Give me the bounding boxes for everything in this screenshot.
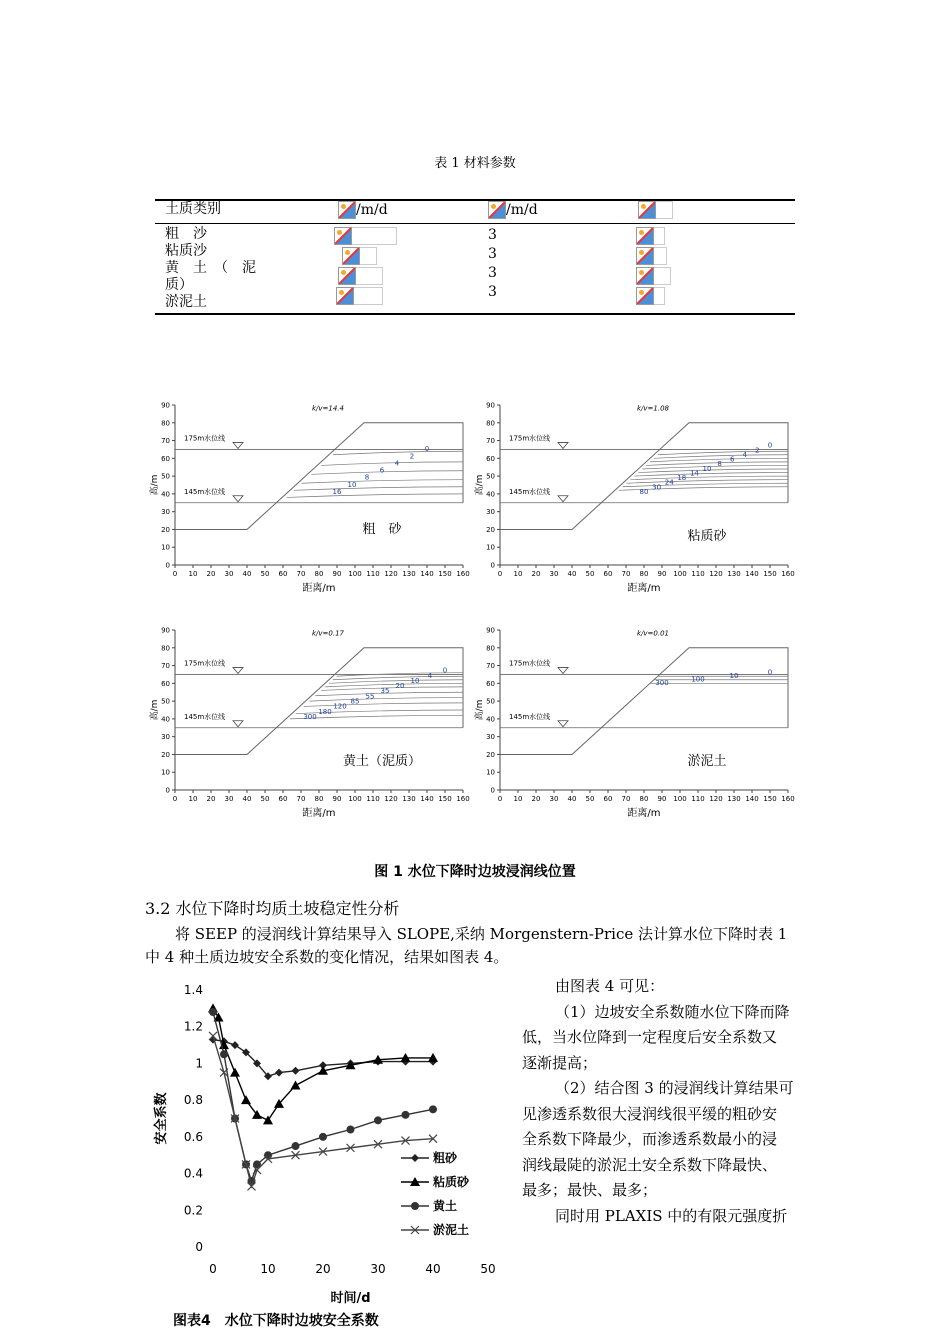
x-tick-label: 160	[456, 570, 470, 578]
contour-label: 16	[332, 487, 342, 496]
figure1-seepage-panels	[140, 390, 820, 830]
x-tick-label: 150	[438, 570, 452, 578]
x-tick-label: 120	[709, 795, 723, 803]
x-tick-label: 40	[567, 570, 577, 578]
water-level-label: 175m水位线	[509, 659, 551, 668]
table-col-1	[328, 224, 478, 315]
contour-label: 0	[424, 445, 430, 454]
x-tick-label: 70	[296, 570, 306, 578]
y-tick-label: 40	[486, 715, 495, 724]
text-line: 逐渐提高；	[522, 1053, 598, 1072]
data-point	[231, 1041, 239, 1049]
text-line: 最多；最快、最多；	[522, 1181, 658, 1199]
seepage-panel	[473, 627, 795, 820]
x-tick-label: 40	[242, 795, 252, 803]
contour-label: 24	[664, 478, 674, 487]
y-tick-label: 80	[486, 419, 495, 428]
image-placeholder-icon	[636, 267, 654, 285]
x-tick-label: 160	[781, 795, 795, 803]
seepage-contour	[287, 494, 463, 498]
seepage-contour	[333, 676, 463, 680]
y-tick-label: 20	[486, 525, 495, 534]
y-tick-label: 50	[161, 697, 170, 706]
kv-ratio-label: k/v=14.4	[311, 404, 345, 413]
x-tick-label: 0	[172, 570, 178, 578]
x-tick-label: 0	[497, 570, 503, 578]
table-header-param1: /m/d	[328, 200, 478, 224]
table-caption: 表 1 材料参数	[434, 156, 516, 171]
x-tick-label: 70	[621, 570, 631, 578]
kv-ratio-label: k/v=0.01	[636, 629, 670, 638]
x-tick-label: 60	[278, 795, 288, 803]
paragraph-line: 中 4 种土质边坡安全系数的变化情况，结果如图表 4。	[145, 948, 509, 966]
legend-label: 淤泥土	[433, 1223, 470, 1237]
x-tick-label: 140	[420, 570, 434, 578]
y-tick-label: 0	[195, 1240, 203, 1254]
table-header-param3	[628, 200, 795, 224]
water-level-label: 175m水位线	[184, 659, 226, 668]
y-tick-label: 60	[486, 679, 495, 688]
y-tick-label: 90	[486, 401, 495, 410]
data-point	[319, 1133, 327, 1141]
contour-label: 0	[442, 666, 448, 675]
x-tick-label: 50	[260, 795, 270, 803]
x-tick-label: 140	[745, 795, 759, 803]
text-line: 由图表 4 可见：	[555, 977, 665, 995]
x-tick-label: 90	[657, 795, 667, 803]
row-name: 粘质沙	[165, 243, 207, 259]
seepage-contour	[304, 703, 463, 707]
x-axis-label: 距离/m	[302, 808, 336, 819]
x-tick-label: 130	[727, 570, 741, 578]
x-tick-label: 100	[673, 795, 687, 803]
chart-caption: 图表4 水位下降时边坡安全系数	[173, 1313, 379, 1329]
y-tick-label: 0.4	[183, 1166, 203, 1181]
seepage-contour	[623, 483, 788, 487]
cell-value: 3	[488, 265, 497, 281]
contour-label: 0	[767, 441, 773, 450]
legend-label: 粘质砂	[433, 1175, 470, 1189]
data-point	[241, 1095, 251, 1104]
contour-label: 100	[691, 675, 705, 684]
data-point	[275, 1069, 283, 1077]
x-axis-label: 距离/m	[627, 583, 661, 594]
data-point	[209, 1008, 217, 1016]
x-tick-label: 10	[513, 570, 523, 578]
seepage-contour	[325, 683, 463, 687]
image-placeholder-icon	[636, 227, 654, 245]
seepage-contour	[302, 480, 463, 484]
y-tick-label: 60	[161, 679, 170, 688]
x-tick-label: 140	[420, 795, 434, 803]
contour-label: 80	[639, 487, 649, 496]
water-level-icon	[558, 667, 568, 673]
x-tick-label: 40	[425, 1262, 441, 1276]
row-name: 淤泥土	[165, 294, 207, 310]
seepage-panel	[148, 402, 470, 595]
seepage-contour	[654, 455, 788, 459]
y-tick-label: 30	[161, 733, 170, 742]
x-tick-label: 100	[673, 570, 687, 578]
x-tick-label: 80	[314, 570, 324, 578]
x-tick-label: 130	[402, 570, 416, 578]
y-axis-label: 高/m	[150, 474, 160, 496]
x-tick-label: 50	[480, 1262, 496, 1276]
x-tick-label: 110	[366, 570, 380, 578]
x-tick-label: 30	[224, 570, 234, 578]
x-tick-label: 60	[603, 795, 613, 803]
paragraph-line: 将 SEEP 的浸润线计算结果导入 SLOPE,采纳 Morgenstern-Price 法计算水位下降时表 1	[175, 925, 788, 943]
legend-label: 粗砂	[433, 1151, 458, 1165]
image-placeholder-icon	[636, 287, 654, 305]
y-tick-label: 10	[486, 543, 495, 552]
x-tick-label: 30	[549, 795, 559, 803]
y-tick-label: 70	[486, 662, 495, 671]
contour-label: 35	[380, 687, 390, 696]
contour-label: 6	[729, 455, 735, 464]
contour-label: 300	[655, 679, 669, 688]
x-tick-label: 10	[260, 1262, 276, 1276]
text-line: （2）结合图 3 的浸润线计算结果可	[555, 1079, 794, 1097]
image-placeholder-icon	[342, 247, 360, 265]
seepage-contour	[321, 687, 463, 691]
x-tick-label: 150	[763, 570, 777, 578]
y-tick-label: 0.6	[183, 1129, 203, 1144]
data-point	[220, 1050, 228, 1058]
series-x	[209, 1032, 469, 1237]
data-point	[347, 1126, 355, 1134]
x-tick-label: 120	[709, 570, 723, 578]
soil-type-label: 淤泥土	[687, 754, 727, 770]
y-tick-label: 70	[486, 437, 495, 446]
x-tick-label: 80	[639, 570, 649, 578]
y-tick-label: 90	[161, 626, 170, 635]
water-level-icon	[233, 442, 243, 448]
y-tick-label: 20	[161, 750, 170, 759]
contour-label: 2	[409, 452, 415, 461]
y-tick-label: 30	[161, 508, 170, 517]
row-name: 黄 土 （ 泥	[165, 260, 256, 276]
data-point	[411, 1154, 419, 1162]
x-tick-label: 0	[497, 795, 503, 803]
water-level-icon	[233, 721, 243, 727]
data-point	[429, 1105, 437, 1113]
data-point	[402, 1111, 410, 1119]
x-tick-label: 110	[691, 570, 705, 578]
x-tick-label: 50	[585, 570, 595, 578]
x-tick-label: 150	[763, 795, 777, 803]
contour-label: 55	[365, 692, 375, 701]
x-tick-label: 110	[366, 795, 380, 803]
data-point	[374, 1116, 382, 1124]
water-level-label: 175m水位线	[509, 434, 551, 443]
x-tick-label: 100	[348, 570, 362, 578]
cell-value: 3	[488, 284, 497, 300]
contour-label: 8	[717, 460, 722, 469]
x-tick-label: 10	[188, 570, 198, 578]
image-placeholder-icon	[338, 201, 356, 219]
cell-value: 3	[488, 246, 497, 262]
y-axis-label: 高/m	[475, 474, 485, 496]
material-table	[155, 199, 795, 315]
y-tick-label: 60	[486, 454, 495, 463]
seepage-contour	[634, 473, 788, 477]
y-tick-label: 70	[161, 662, 170, 671]
x-tick-label: 80	[639, 795, 649, 803]
data-point	[292, 1067, 300, 1075]
seepage-contour	[627, 480, 788, 484]
table-col-3	[628, 224, 795, 315]
row-name: 粗 沙	[165, 226, 207, 242]
legend-label: 黄土	[433, 1199, 458, 1213]
table-col-2	[478, 224, 628, 315]
y-tick-label: 10	[486, 768, 495, 777]
x-tick-label: 60	[603, 570, 613, 578]
image-placeholder-icon	[638, 201, 656, 219]
y-tick-label: 1.2	[183, 1019, 203, 1034]
x-tick-label: 50	[585, 795, 595, 803]
y-tick-label: 90	[486, 626, 495, 635]
y-tick-label: 0	[165, 786, 170, 795]
y-tick-label: 90	[161, 401, 170, 410]
water-level-icon	[558, 442, 568, 448]
data-point	[292, 1142, 300, 1150]
x-tick-label: 90	[332, 795, 342, 803]
data-point	[291, 1080, 301, 1089]
seepage-contour	[658, 451, 788, 455]
contour-label: 10	[347, 480, 357, 489]
cell-value: 3	[488, 227, 497, 243]
contour-label: 0	[767, 668, 773, 677]
kv-ratio-label: k/v=0.17	[311, 629, 345, 638]
seepage-contour	[638, 469, 788, 473]
soil-type-label: 黄土（泥质）	[342, 754, 422, 770]
data-point	[230, 1068, 240, 1077]
y-tick-label: 0	[165, 561, 170, 570]
water-level-label: 145m水位线	[509, 487, 551, 496]
seepage-contour	[333, 451, 463, 455]
figure1-caption: 图 1 水位下降时边坡浸润线位置	[374, 864, 576, 880]
contour-label: 6	[379, 466, 385, 475]
y-tick-label: 50	[486, 697, 495, 706]
seepage-panel	[473, 402, 795, 595]
x-tick-label: 90	[657, 570, 667, 578]
image-placeholder-icon	[338, 267, 356, 285]
x-tick-label: 30	[549, 570, 559, 578]
x-tick-label: 20	[531, 570, 541, 578]
x-tick-label: 130	[402, 795, 416, 803]
x-axis-label: 距离/m	[302, 583, 336, 594]
x-tick-label: 150	[438, 795, 452, 803]
table-header-soil: 土质类别	[155, 200, 328, 224]
x-tick-label: 130	[727, 795, 741, 803]
y-tick-label: 50	[161, 472, 170, 481]
x-tick-label: 40	[242, 570, 252, 578]
contour-label: 10	[410, 676, 420, 685]
y-axis-label: 安全系数	[154, 1092, 169, 1145]
text-line: 见渗透系数很大浸润线很平缓的粗砂安	[522, 1104, 778, 1123]
y-tick-label: 20	[486, 750, 495, 759]
soil-type-label: 粗 砂	[362, 522, 402, 537]
data-point	[263, 1115, 273, 1124]
table-header-param2: /m/d	[478, 200, 628, 224]
text-line: （1）边坡安全系数随水位下降而降	[555, 1002, 790, 1021]
contour-label: 14	[689, 469, 699, 478]
water-level-icon	[558, 496, 568, 502]
contour-label: 10	[702, 464, 712, 473]
contour-label: 10	[729, 672, 739, 680]
y-tick-label: 10	[161, 768, 170, 777]
image-placeholder-icon	[336, 287, 354, 305]
y-tick-label: 10	[161, 543, 170, 552]
contour-label: 300	[303, 712, 317, 721]
safety-factor-chart	[145, 975, 515, 1335]
water-level-icon	[233, 496, 243, 502]
x-tick-label: 20	[206, 795, 216, 803]
contour-label: 85	[350, 697, 360, 706]
x-tick-label: 0	[172, 795, 178, 803]
x-tick-label: 160	[456, 795, 470, 803]
x-tick-label: 100	[348, 795, 362, 803]
contour-label: 8	[364, 473, 370, 482]
y-tick-label: 80	[486, 644, 495, 653]
seepage-contour	[294, 487, 463, 491]
x-tick-label: 50	[260, 570, 270, 578]
x-tick-label: 110	[691, 795, 705, 803]
y-tick-label: 0.2	[183, 1203, 203, 1218]
y-tick-label: 1.4	[183, 983, 203, 997]
y-tick-label: 0.8	[183, 1093, 203, 1108]
x-axis-label: 时间/d	[330, 1291, 371, 1306]
contour-label: 18	[677, 474, 687, 483]
x-tick-label: 30	[224, 795, 234, 803]
water-level-label: 145m水位线	[184, 487, 226, 496]
water-level-label: 175m水位线	[184, 434, 226, 443]
y-tick-label: 80	[161, 419, 170, 428]
x-axis-label: 距离/m	[627, 808, 661, 819]
y-tick-label: 0	[490, 786, 495, 795]
x-tick-label: 120	[384, 570, 398, 578]
text-line: 低，当水位降到一定程度后安全系数又	[522, 1028, 778, 1046]
contour-label: 2	[755, 446, 760, 455]
contour-label: 180	[318, 707, 332, 716]
right-column-text	[522, 974, 812, 1229]
contour-label: 30	[652, 483, 662, 492]
x-tick-label: 20	[206, 570, 216, 578]
x-tick-label: 70	[621, 795, 631, 803]
y-tick-label: 40	[161, 715, 170, 724]
y-tick-label: 20	[161, 525, 170, 534]
water-level-label: 145m水位线	[184, 712, 226, 721]
x-tick-label: 120	[384, 795, 398, 803]
soil-type-label: 粘质砂	[687, 529, 727, 545]
y-tick-label: 80	[161, 644, 170, 653]
x-tick-label: 140	[745, 570, 759, 578]
row-name: 质）	[165, 277, 193, 293]
y-axis-label: 高/m	[475, 699, 485, 721]
x-tick-label: 30	[370, 1262, 386, 1276]
x-tick-label: 10	[513, 795, 523, 803]
y-tick-label: 50	[486, 472, 495, 481]
x-tick-label: 60	[278, 570, 288, 578]
contour-label: 4	[427, 671, 433, 680]
x-tick-label: 40	[567, 795, 577, 803]
y-tick-label: 40	[161, 490, 170, 499]
y-axis-label: 高/m	[150, 699, 160, 721]
contour-label: 4	[394, 459, 400, 468]
image-placeholder-icon	[488, 201, 506, 219]
y-tick-label: 60	[161, 454, 170, 463]
data-point	[411, 1202, 419, 1210]
y-tick-label: 1	[195, 1056, 203, 1071]
x-tick-label: 90	[332, 570, 342, 578]
seepage-panel	[148, 627, 470, 820]
x-tick-label: 20	[531, 795, 541, 803]
seepage-contour	[321, 462, 463, 466]
y-tick-label: 0	[490, 561, 495, 570]
contour-label: 20	[395, 682, 405, 691]
x-tick-label: 20	[315, 1262, 331, 1276]
x-tick-label: 160	[781, 570, 795, 578]
y-tick-label: 30	[486, 733, 495, 742]
x-tick-label: 10	[188, 795, 198, 803]
y-tick-label: 70	[161, 437, 170, 446]
seepage-contour	[311, 471, 463, 475]
contour-label: 120	[333, 702, 347, 711]
image-placeholder-icon	[636, 247, 654, 265]
water-level-icon	[233, 667, 243, 673]
x-tick-label: 0	[209, 1262, 217, 1276]
image-placeholder-icon	[334, 227, 352, 245]
section-heading: 3.2 水位下降时均质土坡稳定性分析	[145, 899, 400, 918]
water-level-icon	[558, 721, 568, 727]
x-tick-label: 80	[314, 795, 324, 803]
y-tick-label: 40	[486, 490, 495, 499]
seepage-contour	[309, 698, 463, 702]
y-tick-label: 30	[486, 508, 495, 517]
text-line: 润线最陡的淤泥土安全系数下降最快、	[522, 1155, 778, 1174]
text-line: 全系数下降最少，而渗透系数最小的浸	[522, 1130, 778, 1148]
seepage-contour	[642, 465, 788, 469]
contour-label: 4	[742, 450, 748, 459]
text-line: 同时用 PLAXIS 中的有限元强度折	[555, 1206, 788, 1225]
water-level-label: 145m水位线	[509, 712, 551, 721]
table-soil-column	[155, 224, 328, 315]
kv-ratio-label: k/v=1.08	[636, 404, 670, 413]
x-tick-label: 70	[296, 795, 306, 803]
